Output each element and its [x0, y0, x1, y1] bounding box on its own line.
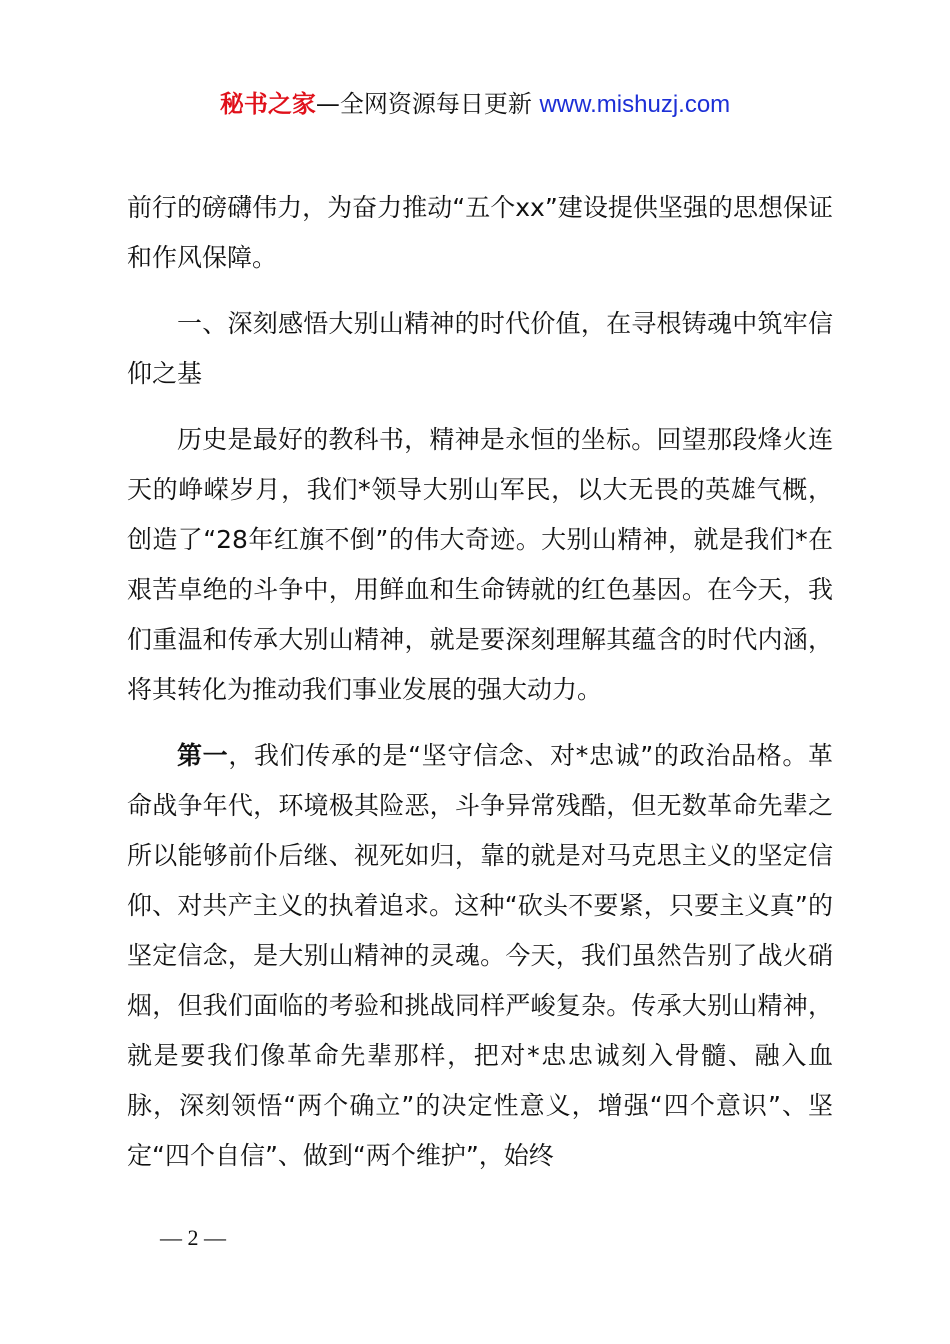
paragraph-first-point	[127, 731, 833, 1181]
page-number: — 2 —	[160, 1225, 226, 1250]
banner-slogan: —全网资源每日更新	[315, 90, 540, 118]
site-url-link[interactable]: www.mishuzj.com	[539, 91, 731, 118]
point-lead-label: 第一	[177, 741, 229, 770]
section-heading: 一、深刻感悟大别山精神的时代价值，在寻根铸魂中筑牢信仰之基	[127, 309, 833, 388]
brand-name: 秘书之家	[219, 90, 316, 118]
point-body-text: ，我们传承的是“坚守信念、对*忠诚”的政治品格。革命战争年代，环境极其险恶，斗争异常残酷，但无数革命先辈之所以能够前仆后继、视死如归，靠的就是对马克思主义的坚定信仰、对共产主义的执着追求。这种“砍头不要紧，只要主义真”的坚定信念，是大别山精神的灵魂。今天，我们虽然告别了战火硝烟，但我们面临的考验和挑战同样严峻复杂。传承大别山精神，就是要我们像革命先辈那样，把对*忠忠诚刻入骨髓、融入血脉，深刻领悟“两个确立”的决定性意义，增强“四个意识”、坚定“四个自信”、做到“两个维护”，始终	[127, 741, 833, 1170]
site-banner	[0, 86, 950, 123]
paragraph-history: 历史是最好的教科书，精神是永恒的坐标。回望那段烽火连天的峥嵘岁月，我们*领导大别山军民，以大无畏的英雄气概，创造了“28年红旗不倒”的伟大奇迹。大别山精神，就是我们*在艰苦卓绝的斗争中，用鲜血和生命铸就的红色基因。在今天，我们重温和传承大别山精神，就是要深刻理解其蕴含的时代内涵，将其转化为推动我们事业发展的强大动力。	[127, 425, 833, 704]
paragraph-continuation: 前行的磅礴伟力，为奋力推动“五个xx”建设提供坚强的思想保证和作风保障。	[127, 193, 833, 272]
document-body	[127, 183, 833, 1181]
